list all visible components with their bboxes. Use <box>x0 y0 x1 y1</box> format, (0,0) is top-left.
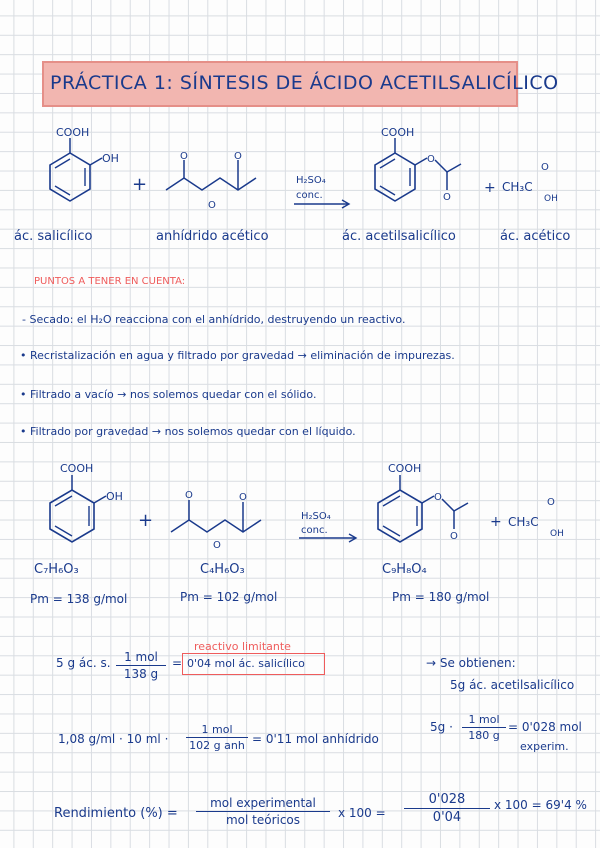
oh-label: OH <box>102 152 119 165</box>
aspirin-structure <box>355 120 485 220</box>
acetic-formula-2: CH₃C <box>508 515 539 529</box>
calc1-prefix: 5 g ác. s. <box>56 656 111 670</box>
page-title: PRÁCTICA 1: SÍNTESIS DE ÁCIDO ACETILSALICÍLICO <box>50 72 559 94</box>
svg-text:COOH: COOH <box>388 462 422 475</box>
plus-sign-2: + <box>484 180 496 196</box>
limiting-reagent-label: reactivo limitante <box>194 640 291 653</box>
formula-aspirin: C₉H₈O₄ <box>382 562 427 577</box>
calc2-fraction: 1 mol 102 g anh <box>186 723 248 752</box>
salicylic-acid-structure <box>20 120 130 220</box>
acetic-oh: OH <box>544 194 558 204</box>
reaction-arrow <box>294 199 354 209</box>
note-item: - Secado: el H₂O reacciona con el anhídrido, destruyendo un reactivo. <box>22 313 406 326</box>
note-item: • Filtrado por gravedad → nos solemos quedar con el líquido. <box>20 425 356 438</box>
catalyst-label-2: H₂SO₄ <box>301 511 331 522</box>
notes-heading: PUNTOS A TENER EN CUENTA: <box>34 276 186 287</box>
svg-text:O: O <box>234 151 242 162</box>
cooh-label: COOH <box>56 126 90 139</box>
equals-sign: = <box>172 656 183 670</box>
acetic-o: O <box>541 162 549 173</box>
svg-text:O: O <box>180 151 188 162</box>
acetic-oh-2: OH <box>550 529 564 539</box>
svg-text:O: O <box>185 490 193 501</box>
formula-anhydride: C₄H₆O₃ <box>200 562 245 577</box>
calc3-result: = 0'028 mol <box>508 720 582 734</box>
svg-text:O: O <box>434 492 442 503</box>
acetic-formula: CH₃C <box>502 180 533 194</box>
svg-text:COOH: COOH <box>60 462 94 475</box>
svg-text:O: O <box>208 200 216 211</box>
note-item: • Recristalización en agua y filtrado por gravedad → eliminación de impurezas. <box>20 349 455 362</box>
catalyst-conc-label: conc. <box>296 190 323 201</box>
catalyst-conc-label-2: conc. <box>301 525 328 536</box>
svg-text:COOH: COOH <box>381 126 415 139</box>
acetic-o-2: O <box>547 497 555 508</box>
calc2-result: = 0'11 mol anhídrido <box>252 732 379 746</box>
svg-text:O: O <box>239 492 247 503</box>
label-acetic: ác. acético <box>500 229 571 244</box>
aspirin-structure-2 <box>360 455 490 565</box>
svg-text:O: O <box>450 531 458 542</box>
acetic-anhydride-structure-2 <box>165 488 285 558</box>
obtained-label: → Se obtienen: <box>426 656 516 670</box>
formula-salicylic: C₇H₆O₃ <box>34 562 79 577</box>
reaction-arrow-2 <box>299 533 359 543</box>
yield-times: x 100 = <box>338 806 386 820</box>
pm-salicylic: Pm = 138 g/mol <box>30 592 128 606</box>
catalyst-label: H₂SO₄ <box>296 175 326 186</box>
label-salicylic: ác. salicílico <box>14 229 93 244</box>
yield-label: Rendimiento (%) = <box>54 806 178 821</box>
label-anhydride: anhídrido acético <box>156 229 269 244</box>
plus-sign-4: + <box>490 514 502 530</box>
calc3-prefix: 5g · <box>430 720 453 734</box>
calc1-result: 0'04 mol ác. salicílico <box>187 657 305 670</box>
pm-aspirin: Pm = 180 g/mol <box>392 590 490 604</box>
svg-text:OH: OH <box>106 490 123 503</box>
plus-sign: + <box>132 174 148 195</box>
label-aspirin: ác. acetilsalicílico <box>342 229 456 244</box>
yield-result: x 100 = 69'4 % <box>494 798 587 812</box>
acetic-anhydride-structure <box>160 150 280 220</box>
svg-text:O: O <box>427 154 435 165</box>
obtained-value: 5g ác. acetilsalicílico <box>450 678 575 692</box>
calc3-sub: experim. <box>520 740 569 753</box>
svg-text:O: O <box>213 540 221 551</box>
pm-anhydride: Pm = 102 g/mol <box>180 590 278 604</box>
calc2-prefix: 1,08 g/ml · 10 ml · <box>58 732 169 746</box>
yield-fraction-values: 0'028 0'04 <box>404 792 490 825</box>
calc1-fraction: 1 mol 138 g <box>116 650 166 681</box>
note-item: • Filtrado a vacío → nos solemos quedar con el sólido. <box>20 388 317 401</box>
calc3-fraction: 1 mol 180 g <box>462 713 506 742</box>
yield-fraction: mol experimental mol teóricos <box>196 796 330 827</box>
svg-text:O: O <box>443 192 451 203</box>
plus-sign-3: + <box>138 510 154 531</box>
salicylic-acid-structure-2 <box>22 455 132 565</box>
